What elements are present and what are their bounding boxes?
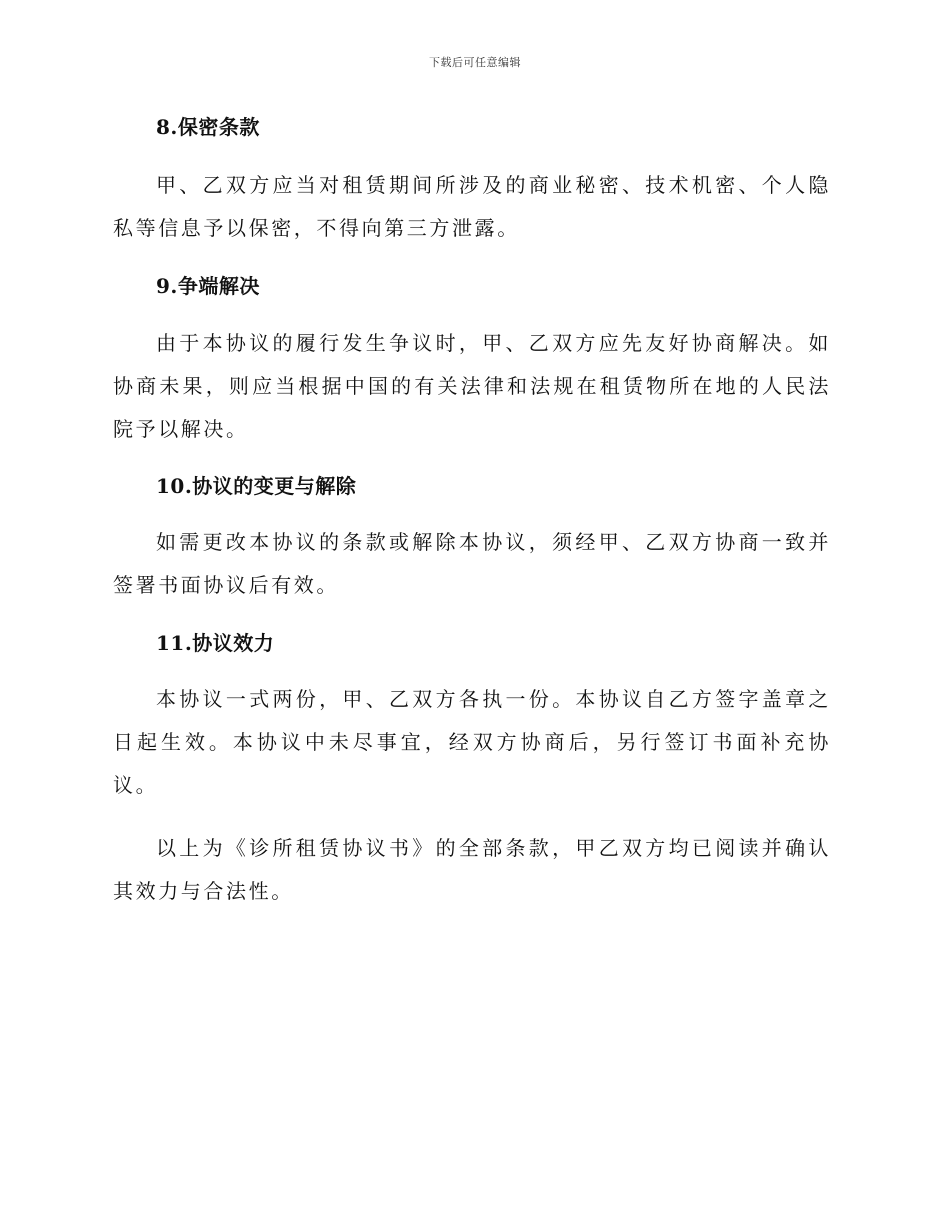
section-validity xyxy=(113,628,831,913)
section-heading: 9.争端解决 xyxy=(156,274,260,298)
section-heading: 11.协议效力 xyxy=(156,631,275,655)
section-heading: 10.协议的变更与解除 xyxy=(156,474,357,498)
section-amendment-termination xyxy=(113,471,831,607)
section-paragraph: 如需更改本协议的条款或解除本协议，须经甲、乙双方协商一致并签署书面协议后有效。 xyxy=(113,530,831,597)
section-confidentiality xyxy=(113,112,831,250)
document-body xyxy=(113,112,831,913)
section-paragraph: 甲、乙双方应当对租赁期间所涉及的商业秘密、技术机密、个人隐私等信息予以保密，不得向第三方泄露。 xyxy=(113,173,831,240)
section-dispute-resolution xyxy=(113,271,831,451)
closing-paragraph: 以上为《诊所租赁协议书》的全部条款，甲乙双方均已阅读并确认其效力与合法性。 xyxy=(113,836,831,903)
section-paragraph: 本协议一式两份，甲、乙双方各执一份。本协议自乙方签字盖章之日起生效。本协议中未尽事宜，经双方协商后，另行签订书面补充协议。 xyxy=(113,687,831,797)
page-header: 下载后可任意编辑 xyxy=(429,56,521,69)
section-paragraph: 由于本协议的履行发生争议时，甲、乙双方应先友好协商解决。如协商未果，则应当根据中国的有关法律和法规在租赁物所在地的人民法院予以解决。 xyxy=(113,331,831,441)
section-heading: 8.保密条款 xyxy=(156,115,260,139)
